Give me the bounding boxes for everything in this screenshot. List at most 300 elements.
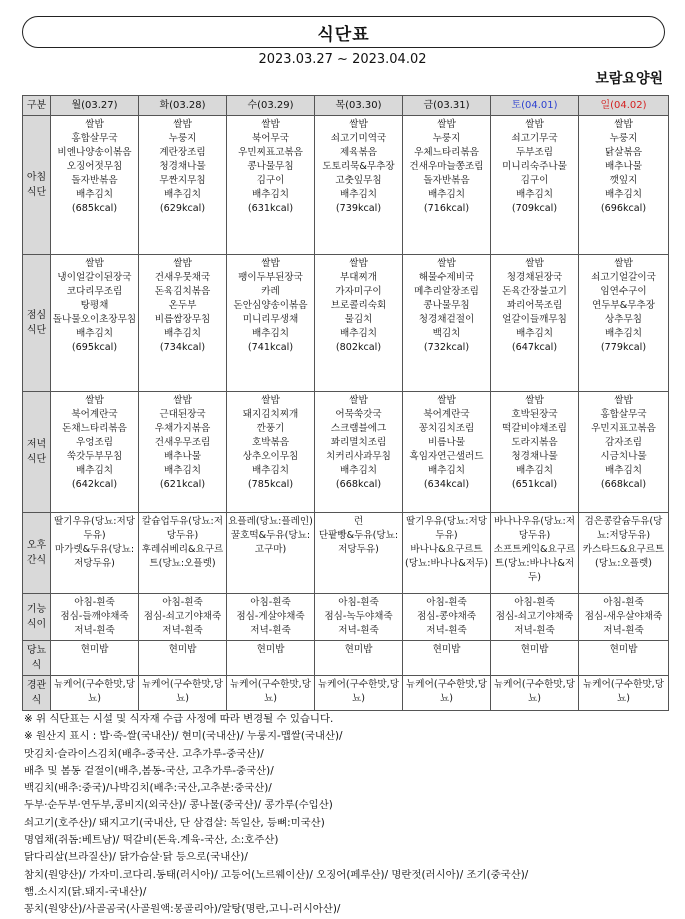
date-range: 2023.03.27 ~ 2023.04.02 (258, 52, 427, 67)
menu-cell (51, 392, 139, 513)
menu-item: 후레쉬베리&요구르트(당뇨:오플렛) (141, 544, 224, 569)
menu-item: 온두부 (168, 300, 197, 311)
menu-item: 런 (353, 516, 364, 527)
menu-item: 단팥빵&두유(당뇨:저당두유) (318, 530, 399, 555)
table-header-row (23, 96, 669, 116)
meal-row-snack (23, 513, 669, 594)
menu-item: 아침-흰죽 (250, 597, 291, 608)
menu-item: 저녁-흰죽 (338, 625, 379, 636)
meal-row-dinner (23, 392, 669, 513)
menu-item: 쇠고기얼갈이국 (591, 272, 656, 283)
menu-item: 쌀밥 (261, 395, 280, 406)
meal-label-line: 기능 (26, 604, 47, 615)
menu-item: 깐풍기 (256, 423, 285, 434)
menu-item: 바나나&요구르트(당뇨:바나나&저두) (404, 544, 489, 569)
menu-item: 돌자반볶음 (423, 175, 470, 186)
menu-item: 무짠지무침 (159, 175, 206, 186)
menu-item: 임연수구이 (600, 286, 647, 297)
menu-item: 쇠고기미역국 (330, 133, 387, 144)
menu-cell (491, 641, 579, 676)
menu-item: 배추김치 (604, 328, 643, 339)
menu-item: 점심-들깨야채죽 (60, 611, 129, 622)
menu-item: 검은콩칼슘두유(당뇨:저당두유) (584, 516, 663, 541)
menu-item: 쌀밥 (525, 119, 544, 130)
menu-item: 얼갈이들깨무침 (502, 314, 567, 325)
menu-cell (315, 392, 403, 513)
menu-item: 돼지김치찌개 (242, 409, 299, 420)
menu-item: 우민찌표고볶음 (238, 147, 303, 158)
menu-item: 현미밥 (256, 644, 285, 655)
menu-cell (579, 513, 669, 594)
menu-item: 요플레(당뇨:플레인) (228, 516, 313, 527)
note-line: ※ 위 식단표는 시설 및 식자재 수급 사정에 따라 변경될 수 있습니다. (24, 713, 334, 725)
meal-label (23, 513, 51, 594)
note-line: 닭다리살(브라질산)/ 닭가슴살·닭 등으로(국내산)/ (24, 851, 248, 864)
menu-item: 냉이얼갈이된장국 (57, 272, 132, 283)
menu-cell (139, 594, 227, 641)
menu-item: 배추김치 (604, 189, 643, 200)
menu-item: 뉴케어(구수한맛,당뇨) (406, 679, 487, 704)
menu-cell (51, 116, 139, 255)
menu-cell (139, 513, 227, 594)
menu-item: 쌀밥 (437, 395, 456, 406)
meal-label (23, 392, 51, 513)
menu-item: 배추김치 (339, 189, 378, 200)
facility-name: 보람요양원 (595, 71, 663, 87)
menu-item: 깻잎지 (609, 175, 638, 186)
menu-item: 현미밥 (520, 644, 549, 655)
meal-row-diabetic (23, 641, 669, 676)
menu-item: 고춧잎무침 (335, 175, 382, 186)
menu-item: 배추김치 (75, 465, 114, 476)
menu-item: 저녁-흰죽 (603, 625, 644, 636)
meal-label (23, 641, 51, 676)
menu-item: 홍합살무국 (71, 133, 118, 144)
menu-item: 메추리알장조림 (414, 286, 479, 297)
menu-item: 김구이 (256, 175, 285, 186)
menu-item: 배추김치 (339, 328, 378, 339)
menu-item: 브로콜리숙회 (330, 300, 387, 311)
menu-item: 스크램블에그 (330, 423, 387, 434)
meal-row-lunch (23, 255, 669, 392)
menu-cell (579, 116, 669, 255)
menu-item: 연두부&무추장 (591, 300, 656, 311)
menu-item: 쌀밥 (261, 258, 280, 269)
menu-item: 점심-새우살야채죽 (584, 611, 663, 622)
menu-item: (647kcal) (511, 342, 558, 353)
menu-cell (403, 116, 491, 255)
menu-item: 코다리무조림 (66, 286, 123, 297)
meal-label-line: 간식 (26, 555, 47, 566)
menu-item: (631kcal) (247, 203, 294, 214)
menu-item: (734kcal) (159, 342, 206, 353)
menu-item: (668kcal) (600, 479, 647, 490)
menu-cell (579, 255, 669, 392)
menu-item: 쌀밥 (525, 258, 544, 269)
note-line: 꽁치(원양산)/사골곰국(사골원액:몽골리아)/알탕(명란,고니-러시아산)/ (24, 903, 341, 916)
day-header: 화(03.28) (139, 96, 227, 116)
menu-item: 돈육김치볶음 (154, 286, 211, 297)
menu-item: 꽈리멸치조림 (330, 437, 387, 448)
day-header: 일(04.02) (579, 96, 669, 116)
menu-cell (227, 676, 315, 711)
menu-cell (403, 255, 491, 392)
menu-cell (315, 641, 403, 676)
weekly-menu-table (22, 95, 669, 711)
menu-item: 시금치나물 (600, 451, 647, 462)
menu-item: 누룽지 (432, 133, 461, 144)
menu-cell (315, 116, 403, 255)
menu-cell (403, 513, 491, 594)
menu-item: 아침-흰죽 (603, 597, 644, 608)
menu-item: 쌀밥 (349, 395, 368, 406)
menu-item: 호박볶음 (251, 437, 290, 448)
menu-item: 비름나물 (427, 437, 466, 448)
menu-item: 우엉조림 (75, 437, 114, 448)
menu-item: 북어무국 (251, 133, 290, 144)
menu-cell (227, 594, 315, 641)
menu-item: 상추무침 (604, 314, 643, 325)
menu-item: 카레 (261, 286, 280, 297)
menu-item: 돈안심양송이볶음 (233, 300, 308, 311)
menu-item: (634kcal) (423, 479, 470, 490)
menu-item: (642kcal) (71, 479, 118, 490)
meal-label-line: 오후 (26, 540, 47, 551)
menu-cell (579, 392, 669, 513)
menu-item: 딸기우유(당뇨:저당두유) (405, 516, 488, 541)
menu-item: 오징어젓무침 (66, 161, 123, 172)
menu-cell (315, 676, 403, 711)
menu-cell (315, 594, 403, 641)
menu-item: 북어계란국 (423, 409, 470, 420)
menu-cell (491, 116, 579, 255)
menu-cell (227, 641, 315, 676)
menu-item: 꽁치김치조림 (418, 423, 475, 434)
menu-item: 아침-흰죽 (162, 597, 203, 608)
meal-label-line: 점심 (26, 310, 47, 321)
menu-item: 배추김치 (251, 465, 290, 476)
meal-label-line: 경관 (26, 680, 47, 691)
menu-item: 현미밥 (432, 644, 461, 655)
menu-cell (51, 513, 139, 594)
meal-label-line: 식이 (26, 619, 47, 630)
menu-cell (491, 392, 579, 513)
menu-item: 저녁-흰죽 (250, 625, 291, 636)
menu-item: 뉴케어(구수한맛,당뇨) (142, 679, 223, 704)
menu-item: 감자조림 (604, 437, 643, 448)
menu-item: 점심-게살야채죽 (236, 611, 305, 622)
note-line: ※ 원산지 표시 : 밥·죽-쌀(국내산)/ 현미(국내산)/ 누룽지-맵쌀(국내산)/ (24, 730, 343, 743)
menu-item: 어묵쑥갓국 (335, 409, 382, 420)
day-header: 월(03.27) (51, 96, 139, 116)
menu-item: 비엔나양송이볶음 (57, 147, 132, 158)
menu-item: (779kcal) (600, 342, 647, 353)
menu-item: 홍합살무국 (600, 409, 647, 420)
menu-item: 우체느타리볶음 (414, 147, 479, 158)
menu-item: 해물수제비국 (418, 272, 475, 283)
menu-item: 근대된장국 (159, 409, 206, 420)
menu-item: (741kcal) (247, 342, 294, 353)
menu-item: 소프트케익&요구르트(당뇨:바나나&저두) (493, 544, 576, 583)
menu-cell (51, 641, 139, 676)
menu-item: 점심-콩야채죽 (416, 611, 477, 622)
menu-item: 쑥갓두부무침 (66, 451, 123, 462)
menu-item: 배추김치 (75, 328, 114, 339)
menu-item: (621kcal) (159, 479, 206, 490)
note-line: 백김치(배추:중국)/나박김치(배추:국산,고추분:중국산)/ (24, 782, 272, 795)
menu-item: (685kcal) (71, 203, 118, 214)
menu-item: 청경채나물 (159, 161, 206, 172)
menu-item: 쌀밥 (85, 395, 104, 406)
menu-item: 저녁-흰죽 (514, 625, 555, 636)
menu-item: 돈육간장불고기 (502, 286, 567, 297)
menu-item: 뉴케어(구수한맛,당뇨) (318, 679, 399, 704)
menu-item: 떡갈비야채조림 (502, 423, 567, 434)
menu-item: 호박된장국 (511, 409, 558, 420)
meal-label-line: 저녁 (26, 439, 47, 450)
meal-label-line: 식단 (26, 325, 47, 336)
menu-item: 제육볶음 (339, 147, 378, 158)
meal-label (23, 594, 51, 641)
menu-item: 배추김치 (427, 189, 466, 200)
menu-item: 누룽지 (609, 133, 638, 144)
menu-cell (491, 513, 579, 594)
meal-row-functional (23, 594, 669, 641)
menu-item: 점심-쇠고기야채죽 (495, 611, 574, 622)
menu-item: 저녁-흰죽 (162, 625, 203, 636)
menu-item: 꿀호떡&두유(당뇨:고구마) (230, 530, 311, 555)
menu-item: 누룽지 (168, 133, 197, 144)
meal-label-line: 식단 (26, 454, 47, 465)
menu-item: (629kcal) (159, 203, 206, 214)
menu-item: 북어계란국 (71, 409, 118, 420)
meal-label (23, 255, 51, 392)
menu-item: (785kcal) (247, 479, 294, 490)
menu-item: 상추오이무침 (242, 451, 299, 462)
menu-item: 배추김치 (604, 465, 643, 476)
menu-item: 쌀밥 (173, 395, 192, 406)
menu-cell (227, 392, 315, 513)
menu-cell (139, 116, 227, 255)
menu-item: 저녁-흰죽 (426, 625, 467, 636)
day-header: 수(03.29) (227, 96, 315, 116)
menu-item: 배추김치 (515, 328, 554, 339)
menu-cell (403, 392, 491, 513)
menu-cell (403, 676, 491, 711)
menu-cell (139, 255, 227, 392)
menu-item: 미니리무생채 (242, 314, 299, 325)
menu-cell (227, 255, 315, 392)
menu-item: 현미밥 (80, 644, 109, 655)
menu-item: 쌀밥 (437, 258, 456, 269)
menu-item: 건새우뭇채국 (154, 272, 211, 283)
menu-item: 쇠고기무국 (511, 133, 558, 144)
note-line: 맛김치·슬라이스김치(배추-중국산. 고추가루-중국산)/ (24, 747, 264, 760)
menu-item: 칼슘업두유(당뇨:저당두유) (141, 516, 224, 541)
menu-item: 물김치 (344, 314, 373, 325)
menu-item: 미니리숙주나물 (502, 161, 567, 172)
page-title: 식단표 (317, 24, 370, 45)
menu-cell (491, 255, 579, 392)
menu-item: 배추나물 (604, 161, 643, 172)
menu-item: 쌀밥 (173, 119, 192, 130)
menu-item: 배추김치 (339, 465, 378, 476)
menu-item: 뉴케어(구수한맛,당뇨) (583, 679, 664, 704)
menu-item: 쌀밥 (173, 258, 192, 269)
menu-item: 계란장조림 (159, 147, 206, 158)
corner-label: 구분 (23, 96, 51, 116)
meal-row-breakfast (23, 116, 669, 255)
day-header: 금(03.31) (403, 96, 491, 116)
menu-item: 닭살볶음 (604, 147, 643, 158)
menu-title-box (22, 16, 665, 48)
menu-item: 바나나우유(당뇨:저당두유) (493, 516, 576, 541)
menu-item: 현미밥 (609, 644, 638, 655)
menu-item: 콩나물무침 (247, 161, 294, 172)
menu-item: 뉴케어(구수한맛,당뇨) (54, 679, 135, 704)
menu-cell (315, 255, 403, 392)
menu-item: 저녁-흰죽 (74, 625, 115, 636)
menu-item: 도토리묵&무추장 (322, 161, 395, 172)
meal-label-line: 아침 (26, 172, 47, 183)
menu-item: 쌀밥 (614, 119, 633, 130)
note-line: 두부·순두부·연두부,콩비지(외국산)/ 콩나물(중국산)/ 콩가루(수입산) (24, 799, 333, 812)
meal-label (23, 676, 51, 711)
menu-cell (491, 676, 579, 711)
menu-cell (227, 116, 315, 255)
menu-item: 카스타드&요구르트(당뇨:오플렛) (582, 544, 665, 569)
menu-item: (716kcal) (423, 203, 470, 214)
meal-label-line: 식 (31, 660, 42, 671)
menu-item: 치커리사과무침 (326, 451, 391, 462)
menu-item: (802kcal) (335, 342, 382, 353)
menu-cell (227, 513, 315, 594)
note-line: 명엽채(쥐돔:베트남)/ 떡갈비(돈육.계육-국산, 소:호주산) (24, 834, 279, 847)
meal-label-line: 식 (31, 695, 42, 706)
menu-item: 콩나물무침 (423, 300, 470, 311)
menu-item: 점심-쇠고기야채죽 (143, 611, 222, 622)
menu-item: 쌀밥 (614, 395, 633, 406)
menu-item: 마가렛&두유(당뇨:저당두유) (54, 544, 135, 569)
menu-item: 쌀밥 (614, 258, 633, 269)
menu-item: 팽이두부된장국 (238, 272, 303, 283)
menu-cell (139, 641, 227, 676)
menu-item: 건새우마늘쫑조림 (409, 161, 484, 172)
menu-item: 청경채나물 (511, 451, 558, 462)
menu-item: 배추김치 (515, 189, 554, 200)
menu-item: 돌자반볶음 (71, 175, 118, 186)
menu-item: 돈채느타리볶음 (62, 423, 127, 434)
note-line: 쇠고기(호주산)/ 돼지고기(국내산, 단 삼겹살: 독일산, 등뼈:미국산) (24, 816, 325, 829)
notes-section (24, 711, 669, 919)
meal-label (23, 116, 51, 255)
day-header: 토(04.01) (491, 96, 579, 116)
menu-item: 배추김치 (163, 465, 202, 476)
menu-item: 배추김치 (427, 465, 466, 476)
meal-label-line: 식단 (26, 187, 47, 198)
menu-item: 돌나물오이초장무침 (52, 314, 137, 325)
day-header: 목(03.30) (315, 96, 403, 116)
menu-item: 배추김치 (251, 189, 290, 200)
menu-item: 뉴케어(구수한맛,당뇨) (230, 679, 311, 704)
menu-item: 쌀밥 (261, 119, 280, 130)
menu-cell (315, 513, 403, 594)
menu-item: 현미밥 (168, 644, 197, 655)
menu-item: 배추김치 (163, 189, 202, 200)
menu-item: (651kcal) (511, 479, 558, 490)
menu-item: 부대찌개 (339, 272, 378, 283)
menu-item: 아침-흰죽 (514, 597, 555, 608)
menu-cell (403, 594, 491, 641)
menu-item: (709kcal) (511, 203, 558, 214)
menu-item: 배추김치 (163, 328, 202, 339)
menu-item: 배추김치 (251, 328, 290, 339)
menu-cell (491, 594, 579, 641)
menu-item: 아침-흰죽 (426, 597, 467, 608)
menu-item: 쌀밥 (349, 119, 368, 130)
menu-cell (51, 594, 139, 641)
menu-item: 김구이 (520, 175, 549, 186)
note-line: 배추 및 봄동 겉절이(배추,봄동-국산, 고추가루-중국산)/ (24, 764, 274, 777)
menu-item: 아침-흰죽 (74, 597, 115, 608)
menu-item: 도라지볶음 (511, 437, 558, 448)
menu-cell (51, 255, 139, 392)
menu-item: 쌀밥 (349, 258, 368, 269)
menu-item: 가자미구이 (335, 286, 382, 297)
menu-item: 배추나물 (163, 451, 202, 462)
menu-item: 우민지표고볶음 (591, 423, 656, 434)
menu-cell (579, 594, 669, 641)
menu-item: 배추김치 (515, 465, 554, 476)
menu-item: 뉴케어(구수한맛,당뇨) (494, 679, 575, 704)
note-line: 햄.소시지(닭.돼지-국내산)/ (24, 885, 147, 898)
menu-item: 현미밥 (344, 644, 373, 655)
menu-item: 청경채된장국 (506, 272, 563, 283)
menu-item: 꽈리어묵조림 (506, 300, 563, 311)
menu-item: 비름쌈장무침 (154, 314, 211, 325)
meal-row-tube (23, 676, 669, 711)
menu-cell (403, 641, 491, 676)
menu-item: (739kcal) (335, 203, 382, 214)
meal-label-line: 당뇨 (26, 645, 47, 656)
menu-item: 쌀밥 (85, 258, 104, 269)
menu-item: 아침-흰죽 (338, 597, 379, 608)
menu-cell (139, 676, 227, 711)
menu-item: 배추김치 (75, 189, 114, 200)
menu-cell (139, 392, 227, 513)
menu-item: 백김치 (432, 328, 461, 339)
menu-cell (579, 641, 669, 676)
menu-item: 두부조림 (515, 147, 554, 158)
menu-item: 탕평채 (80, 300, 109, 311)
menu-item: (732kcal) (423, 342, 470, 353)
menu-item: 청경채겉절이 (418, 314, 475, 325)
menu-item: 우채가지볶음 (154, 423, 211, 434)
menu-item: 건새우무조림 (154, 437, 211, 448)
menu-item: 쌀밥 (525, 395, 544, 406)
menu-item: 점심-녹두야채죽 (324, 611, 393, 622)
menu-item: (696kcal) (600, 203, 647, 214)
menu-cell (579, 676, 669, 711)
menu-item: (668kcal) (335, 479, 382, 490)
menu-item: (695kcal) (71, 342, 118, 353)
menu-cell (51, 676, 139, 711)
menu-item: 쌀밥 (437, 119, 456, 130)
menu-item: 딸기우유(당뇨:저당두유) (53, 516, 136, 541)
menu-item: 쌀밥 (85, 119, 104, 130)
note-line: 참치(원양산)/ 가자미.코다리.동태(러시아)/ 고등어(노르웨이산)/ 오징어(페루산)/ 명란젓(러시아)/ 조기(중국산)/ (24, 868, 529, 881)
menu-item: 흑임자연근샐러드 (409, 451, 484, 462)
